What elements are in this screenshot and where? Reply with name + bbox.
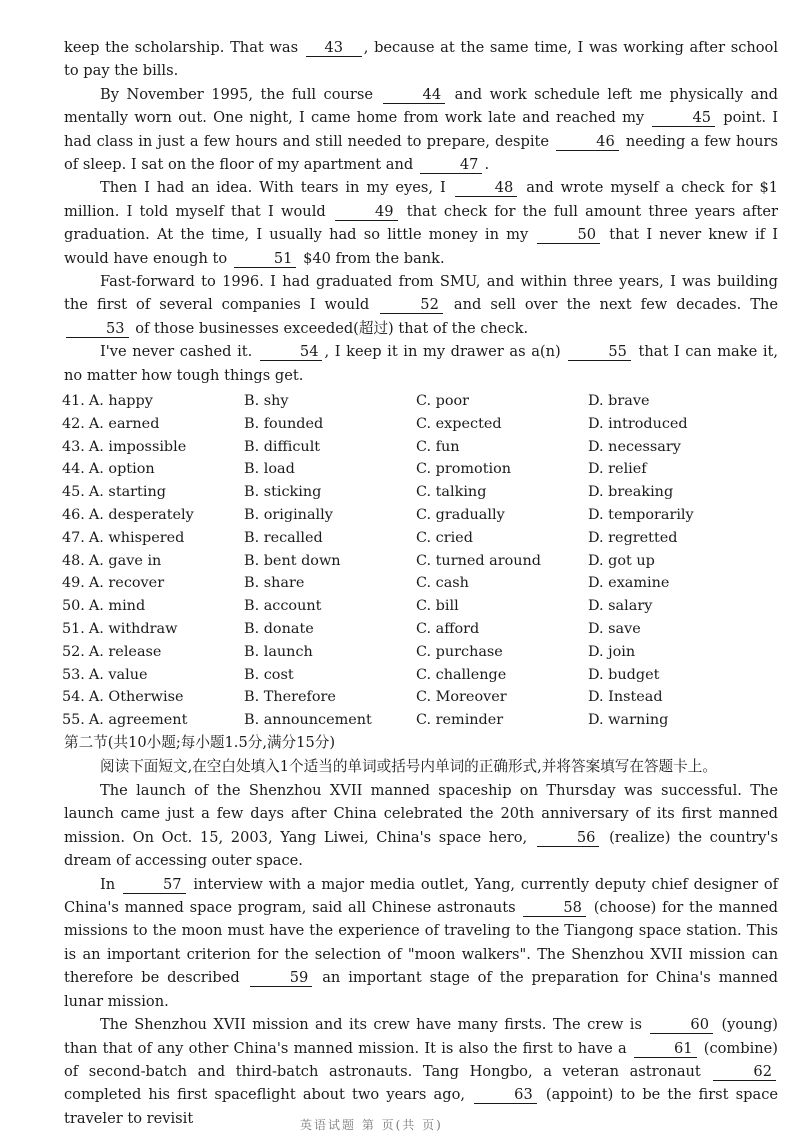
question-number: 55. <box>62 712 85 729</box>
text: I've never cashed it. <box>100 343 253 361</box>
option-c: C. fun <box>416 438 460 455</box>
option-b: B. donate <box>244 621 314 638</box>
option-row <box>62 436 778 459</box>
blank-43: 43 <box>306 39 362 57</box>
option-d: D. save <box>588 621 641 638</box>
option-a <box>62 618 244 641</box>
option-text: A. gave in <box>88 552 162 569</box>
option-text: A. desperately <box>88 507 194 524</box>
option-row <box>62 595 778 618</box>
blank-47: 47 <box>420 156 483 174</box>
option-c: C. reminder <box>416 712 504 729</box>
blank-58: 58 <box>523 899 586 917</box>
option-row <box>62 550 778 573</box>
question-number: 50. <box>62 598 85 615</box>
text: needing a few hours of sleep. I sat on the floor of my apartment and <box>64 132 779 174</box>
option-row <box>62 527 778 550</box>
option-b: B. shy <box>244 393 289 410</box>
option-b: B. cost <box>244 666 294 683</box>
option-a <box>62 504 244 527</box>
passage2-paragraph-3 <box>64 1013 778 1130</box>
text: The Shenzhou XVII mission and its crew have many firsts. The crew is <box>100 1016 642 1034</box>
option-b: B. founded <box>244 415 324 432</box>
option-b: B. bent down <box>244 552 341 569</box>
option-row <box>62 618 778 641</box>
option-b: B. recalled <box>244 529 323 546</box>
option-c: C. poor <box>416 393 470 410</box>
text: The launch of the Shenzhou XVII manned spaceship on Thursday was successful. The launch came just a few days after China celebrated the 20th anniversary of its first manned mission. On Oct. 15, 2003, Yang Liwei, China's space hero, <box>64 782 778 846</box>
option-text: A. agreement <box>88 712 188 729</box>
option-text: A. earned <box>88 415 160 432</box>
text: of those businesses exceeded(超过) that of the check. <box>135 319 529 337</box>
blank-51: 51 <box>234 250 297 268</box>
option-d: D. relief <box>588 461 647 478</box>
option-d: D. warning <box>588 712 669 729</box>
option-c: C. promotion <box>416 461 512 478</box>
option-text: A. option <box>88 461 155 478</box>
text: that check for the full amount three years after graduation. At the time, I usually had so little money in my <box>64 202 779 244</box>
option-d: D. examine <box>588 575 670 592</box>
section-instruction: 阅读下面短文,在空白处填入1个适当的单词或括号内单词的正确形式,并将答案填写在答题卡上。 <box>100 758 717 776</box>
text: By November 1995, the full course <box>100 85 374 103</box>
question-number: 51. <box>62 621 85 638</box>
text: Fast-forward to 1996. I had graduated from SMU, and within three years, I was building the first of several companies I would <box>64 273 778 314</box>
option-text: A. starting <box>88 484 166 501</box>
option-b: B. announcement <box>244 712 372 729</box>
option-a <box>62 550 244 573</box>
option-a <box>62 436 244 459</box>
text: (combine) of second-batch and third-batch astronauts. Tang Hongbo, a veteran astronaut <box>64 1039 778 1080</box>
question-number: 45. <box>62 484 85 501</box>
blank-50: 50 <box>537 226 600 244</box>
option-c: C. cried <box>416 529 473 546</box>
blank-46: 46 <box>556 133 619 151</box>
paragraph-4 <box>64 270 778 340</box>
text: an important stage of the preparation for China's manned lunar mission. <box>64 969 779 1010</box>
option-d: D. necessary <box>588 438 681 455</box>
option-text: A. recover <box>88 575 165 592</box>
option-d: D. brave <box>588 393 650 410</box>
option-d: D. salary <box>588 598 653 615</box>
blank-61: 61 <box>634 1040 697 1058</box>
option-c: C. bill <box>416 598 459 615</box>
option-row <box>62 481 778 504</box>
option-row <box>62 572 778 595</box>
blank-45: 45 <box>652 109 715 127</box>
blank-49: 49 <box>335 203 398 221</box>
option-text: A. Otherwise <box>88 689 184 706</box>
option-c: C. cash <box>416 575 469 592</box>
option-b: B. originally <box>244 507 333 524</box>
text: that I can make it, no matter how tough things get. <box>64 343 778 384</box>
option-row <box>62 458 778 481</box>
page-footer: 英语试题 第 页(共 页) <box>300 1118 443 1132</box>
option-a <box>62 572 244 595</box>
option-d: D. got up <box>588 552 655 569</box>
option-b: B. load <box>244 461 295 478</box>
option-text: A. whispered <box>88 529 185 546</box>
question-number: 41. <box>62 393 85 410</box>
option-b: B. sticking <box>244 484 322 501</box>
option-c: C. purchase <box>416 643 503 660</box>
text: , I keep it in my drawer as a(n) <box>324 343 561 361</box>
option-a <box>62 686 244 709</box>
option-row <box>62 641 778 664</box>
text: interview with a major media outlet, Yang, currently deputy chief designer of China's manned space program, said all Chinese astronauts <box>64 875 779 917</box>
blank-48: 48 <box>455 179 518 197</box>
blank-55: 55 <box>568 343 631 361</box>
question-number: 52. <box>62 643 85 660</box>
blank-60: 60 <box>650 1016 713 1034</box>
text: (appoint) to be the first space traveler to revisit <box>64 1086 779 1127</box>
text: and sell over the next few decades. The <box>453 296 779 314</box>
question-number: 54. <box>62 689 85 706</box>
option-a <box>62 481 244 504</box>
text: $40 from the bank. <box>303 249 445 267</box>
option-text: A. mind <box>88 598 146 615</box>
question-number: 53. <box>62 666 85 683</box>
question-number: 43. <box>62 438 85 455</box>
option-b: B. share <box>244 575 305 592</box>
blank-53: 53 <box>66 320 129 338</box>
option-a <box>62 664 244 687</box>
option-d: D. budget <box>588 666 660 683</box>
question-number: 44. <box>62 461 85 478</box>
option-a <box>62 595 244 618</box>
option-row <box>62 413 778 436</box>
paragraph-3 <box>64 176 778 270</box>
text: In <box>100 875 116 893</box>
text: (young) than that of any other China's manned mission. It is also the first to have a <box>64 1016 778 1057</box>
option-c: C. afford <box>416 621 480 638</box>
blank-59: 59 <box>250 969 313 987</box>
paragraph-1 <box>64 36 778 83</box>
option-row <box>62 709 778 732</box>
option-c: C. challenge <box>416 666 507 683</box>
option-a <box>62 527 244 550</box>
option-text: A. impossible <box>88 438 187 455</box>
text: (choose) for the manned missions to the moon must have the experience of traveling to the Tiangong space station. This is an important criterion for the selection of "moon walkers". The Shenzhou XVII mission can therefore be described <box>64 899 778 987</box>
text: and work schedule left me physically and mentally worn out. One night, I came home from work late and reached my <box>64 85 779 127</box>
passage2-paragraph-2 <box>64 873 778 1013</box>
passage2-paragraph-1 <box>64 779 778 873</box>
option-a <box>62 709 244 732</box>
text: keep the scholarship. That was <box>64 39 299 56</box>
blank-52: 52 <box>380 296 443 314</box>
option-b: B. Therefore <box>244 689 336 706</box>
text: and wrote myself a check for $1 million. I told myself that I would <box>64 179 779 220</box>
option-c: C. turned around <box>416 552 542 569</box>
option-d: D. temporarily <box>588 507 694 524</box>
option-a <box>62 413 244 436</box>
option-c: C. expected <box>416 415 502 432</box>
blank-44: 44 <box>383 86 446 104</box>
text: . <box>484 156 490 174</box>
option-c: C. talking <box>416 484 487 501</box>
option-c: C. gradually <box>416 507 505 524</box>
option-a <box>62 390 244 413</box>
blank-57: 57 <box>123 876 186 894</box>
question-number: 46. <box>62 507 85 524</box>
option-text: A. value <box>88 666 148 683</box>
section-heading: 第二节(共10小题;每小题1.5分,满分15分) <box>64 734 336 752</box>
question-number: 42. <box>62 415 85 432</box>
text: completed his first spaceflight about two years ago, <box>64 1086 465 1104</box>
blank-62: 62 <box>713 1063 776 1081</box>
option-d: D. regretted <box>588 529 678 546</box>
text: Then I had an idea. With tears in my eyes, I <box>100 179 446 197</box>
option-c: C. Moreover <box>416 689 507 706</box>
text: (realize) the country's dream of accessing outer space. <box>64 828 778 870</box>
option-row <box>62 686 778 709</box>
option-d: D. breaking <box>588 484 674 501</box>
option-text: A. withdraw <box>88 621 178 638</box>
option-text: A. release <box>88 643 162 660</box>
blank-56: 56 <box>537 829 600 847</box>
blank-54: 54 <box>260 343 323 361</box>
option-d: D. Instead <box>588 689 663 706</box>
blank-63: 63 <box>474 1086 537 1104</box>
text: point. I had class in just a few hours and still needed to prepare, despite <box>64 109 779 150</box>
text: , because at the same time, I was working after school to pay the bills. <box>64 39 779 80</box>
option-b: B. launch <box>244 643 313 660</box>
question-number: 48. <box>62 552 85 569</box>
option-row <box>62 664 778 687</box>
question-number: 49. <box>62 575 85 592</box>
paragraph-5 <box>64 340 778 387</box>
option-a <box>62 641 244 664</box>
options-table <box>62 390 778 732</box>
text: that I never knew if I would have enough to <box>64 226 779 267</box>
option-text: A. happy <box>88 393 153 410</box>
option-row <box>62 504 778 527</box>
option-b: B. account <box>244 598 322 615</box>
question-number: 47. <box>62 529 85 546</box>
option-a <box>62 458 244 481</box>
option-b: B. difficult <box>244 438 321 455</box>
paragraph-2 <box>64 83 778 177</box>
option-row <box>62 390 778 413</box>
option-d: D. introduced <box>588 415 688 432</box>
option-d: D. join <box>588 643 636 660</box>
